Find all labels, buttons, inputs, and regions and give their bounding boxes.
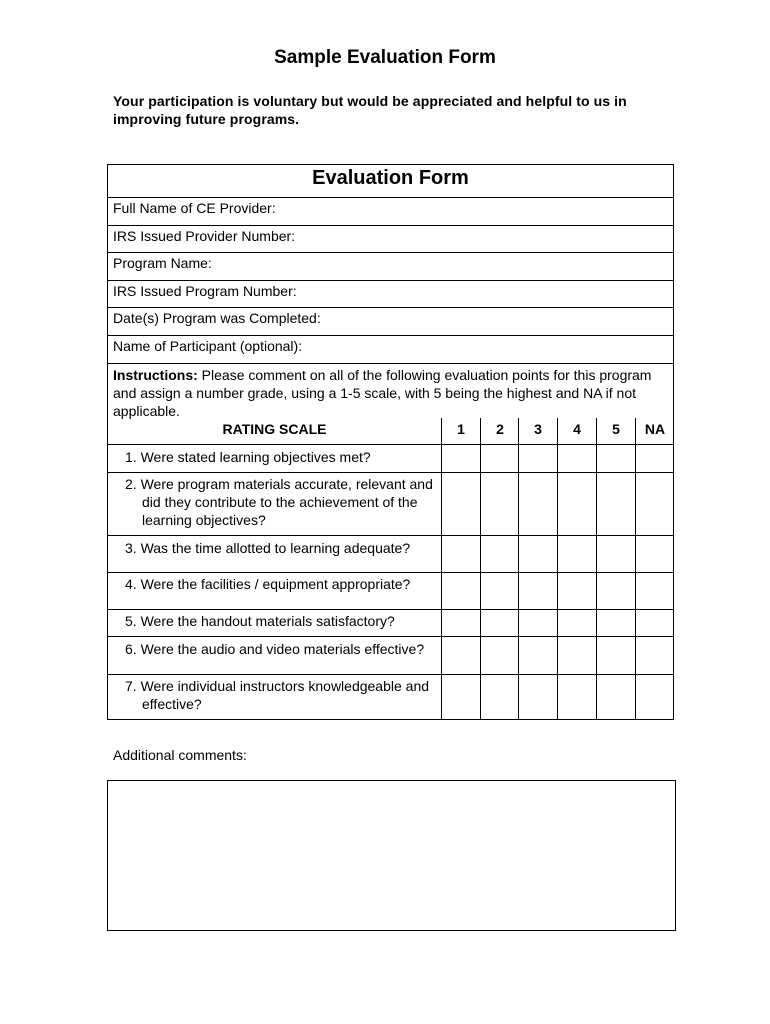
- question-5: 5. Were the handout materials satisfactory?: [125, 613, 395, 629]
- row-divider: [107, 280, 674, 281]
- row-divider: [107, 444, 674, 445]
- instructions-label: Instructions:: [113, 367, 198, 383]
- field-provider-number[interactable]: IRS Issued Provider Number:: [113, 228, 296, 244]
- page-title: Sample Evaluation Form: [274, 47, 496, 68]
- rating-column-1: 1: [457, 421, 465, 437]
- instructions-text: Please comment on all of the following evaluation points for this program and assign a number grade, using a 1-5 scale, with 5 being the highest and NA if not applicable.: [113, 367, 652, 419]
- field-program-number[interactable]: IRS Issued Program Number:: [113, 283, 297, 299]
- additional-comments-box[interactable]: [107, 780, 676, 931]
- row-divider: [107, 609, 674, 610]
- rating-column-3: 3: [534, 421, 542, 437]
- form-title: Evaluation Form: [312, 167, 469, 189]
- row-divider: [107, 225, 674, 226]
- intro-text: Your participation is voluntary but would be appreciated and helpful to us in improving future programs.: [113, 93, 627, 127]
- row-divider: [107, 363, 674, 364]
- rating-column-5: 5: [612, 421, 620, 437]
- question-2: 2. Were program materials accurate, relevant and did they contribute to the achievement of the learning objectives?: [125, 476, 433, 528]
- rating-column-na: NA: [644, 421, 666, 437]
- field-provider-name[interactable]: Full Name of CE Provider:: [113, 200, 276, 216]
- field-program-name[interactable]: Program Name:: [113, 255, 212, 271]
- field-completion-dates[interactable]: Date(s) Program was Completed:: [113, 310, 321, 326]
- row-divider: [107, 252, 674, 253]
- question-1: 1. Were stated learning objectives met?: [125, 449, 371, 465]
- row-divider: [107, 674, 674, 675]
- row-divider: [107, 197, 674, 198]
- rating-scale-header: RATING SCALE: [222, 421, 327, 437]
- column-divider: [480, 418, 481, 720]
- row-divider: [107, 307, 674, 308]
- rating-column-2: 2: [496, 421, 504, 437]
- rating-column-4: 4: [573, 421, 581, 437]
- question-3: 3. Was the time allotted to learning adequate?: [125, 540, 411, 556]
- column-divider: [635, 418, 636, 720]
- additional-comments-label: Additional comments:: [113, 747, 247, 763]
- question-7: 7. Were individual instructors knowledgeable and effective?: [125, 678, 430, 712]
- field-participant-name[interactable]: Name of Participant (optional):: [113, 338, 303, 354]
- row-divider: [107, 335, 674, 336]
- row-divider: [107, 572, 674, 573]
- column-divider: [518, 418, 519, 720]
- column-divider: [557, 418, 558, 720]
- row-divider: [107, 472, 674, 473]
- column-divider: [596, 418, 597, 720]
- question-6: 6. Were the audio and video materials effective?: [125, 641, 425, 657]
- question-4: 4. Were the facilities / equipment appropriate?: [125, 576, 411, 592]
- instructions: [113, 366, 668, 420]
- row-divider: [107, 535, 674, 536]
- row-divider: [107, 636, 674, 637]
